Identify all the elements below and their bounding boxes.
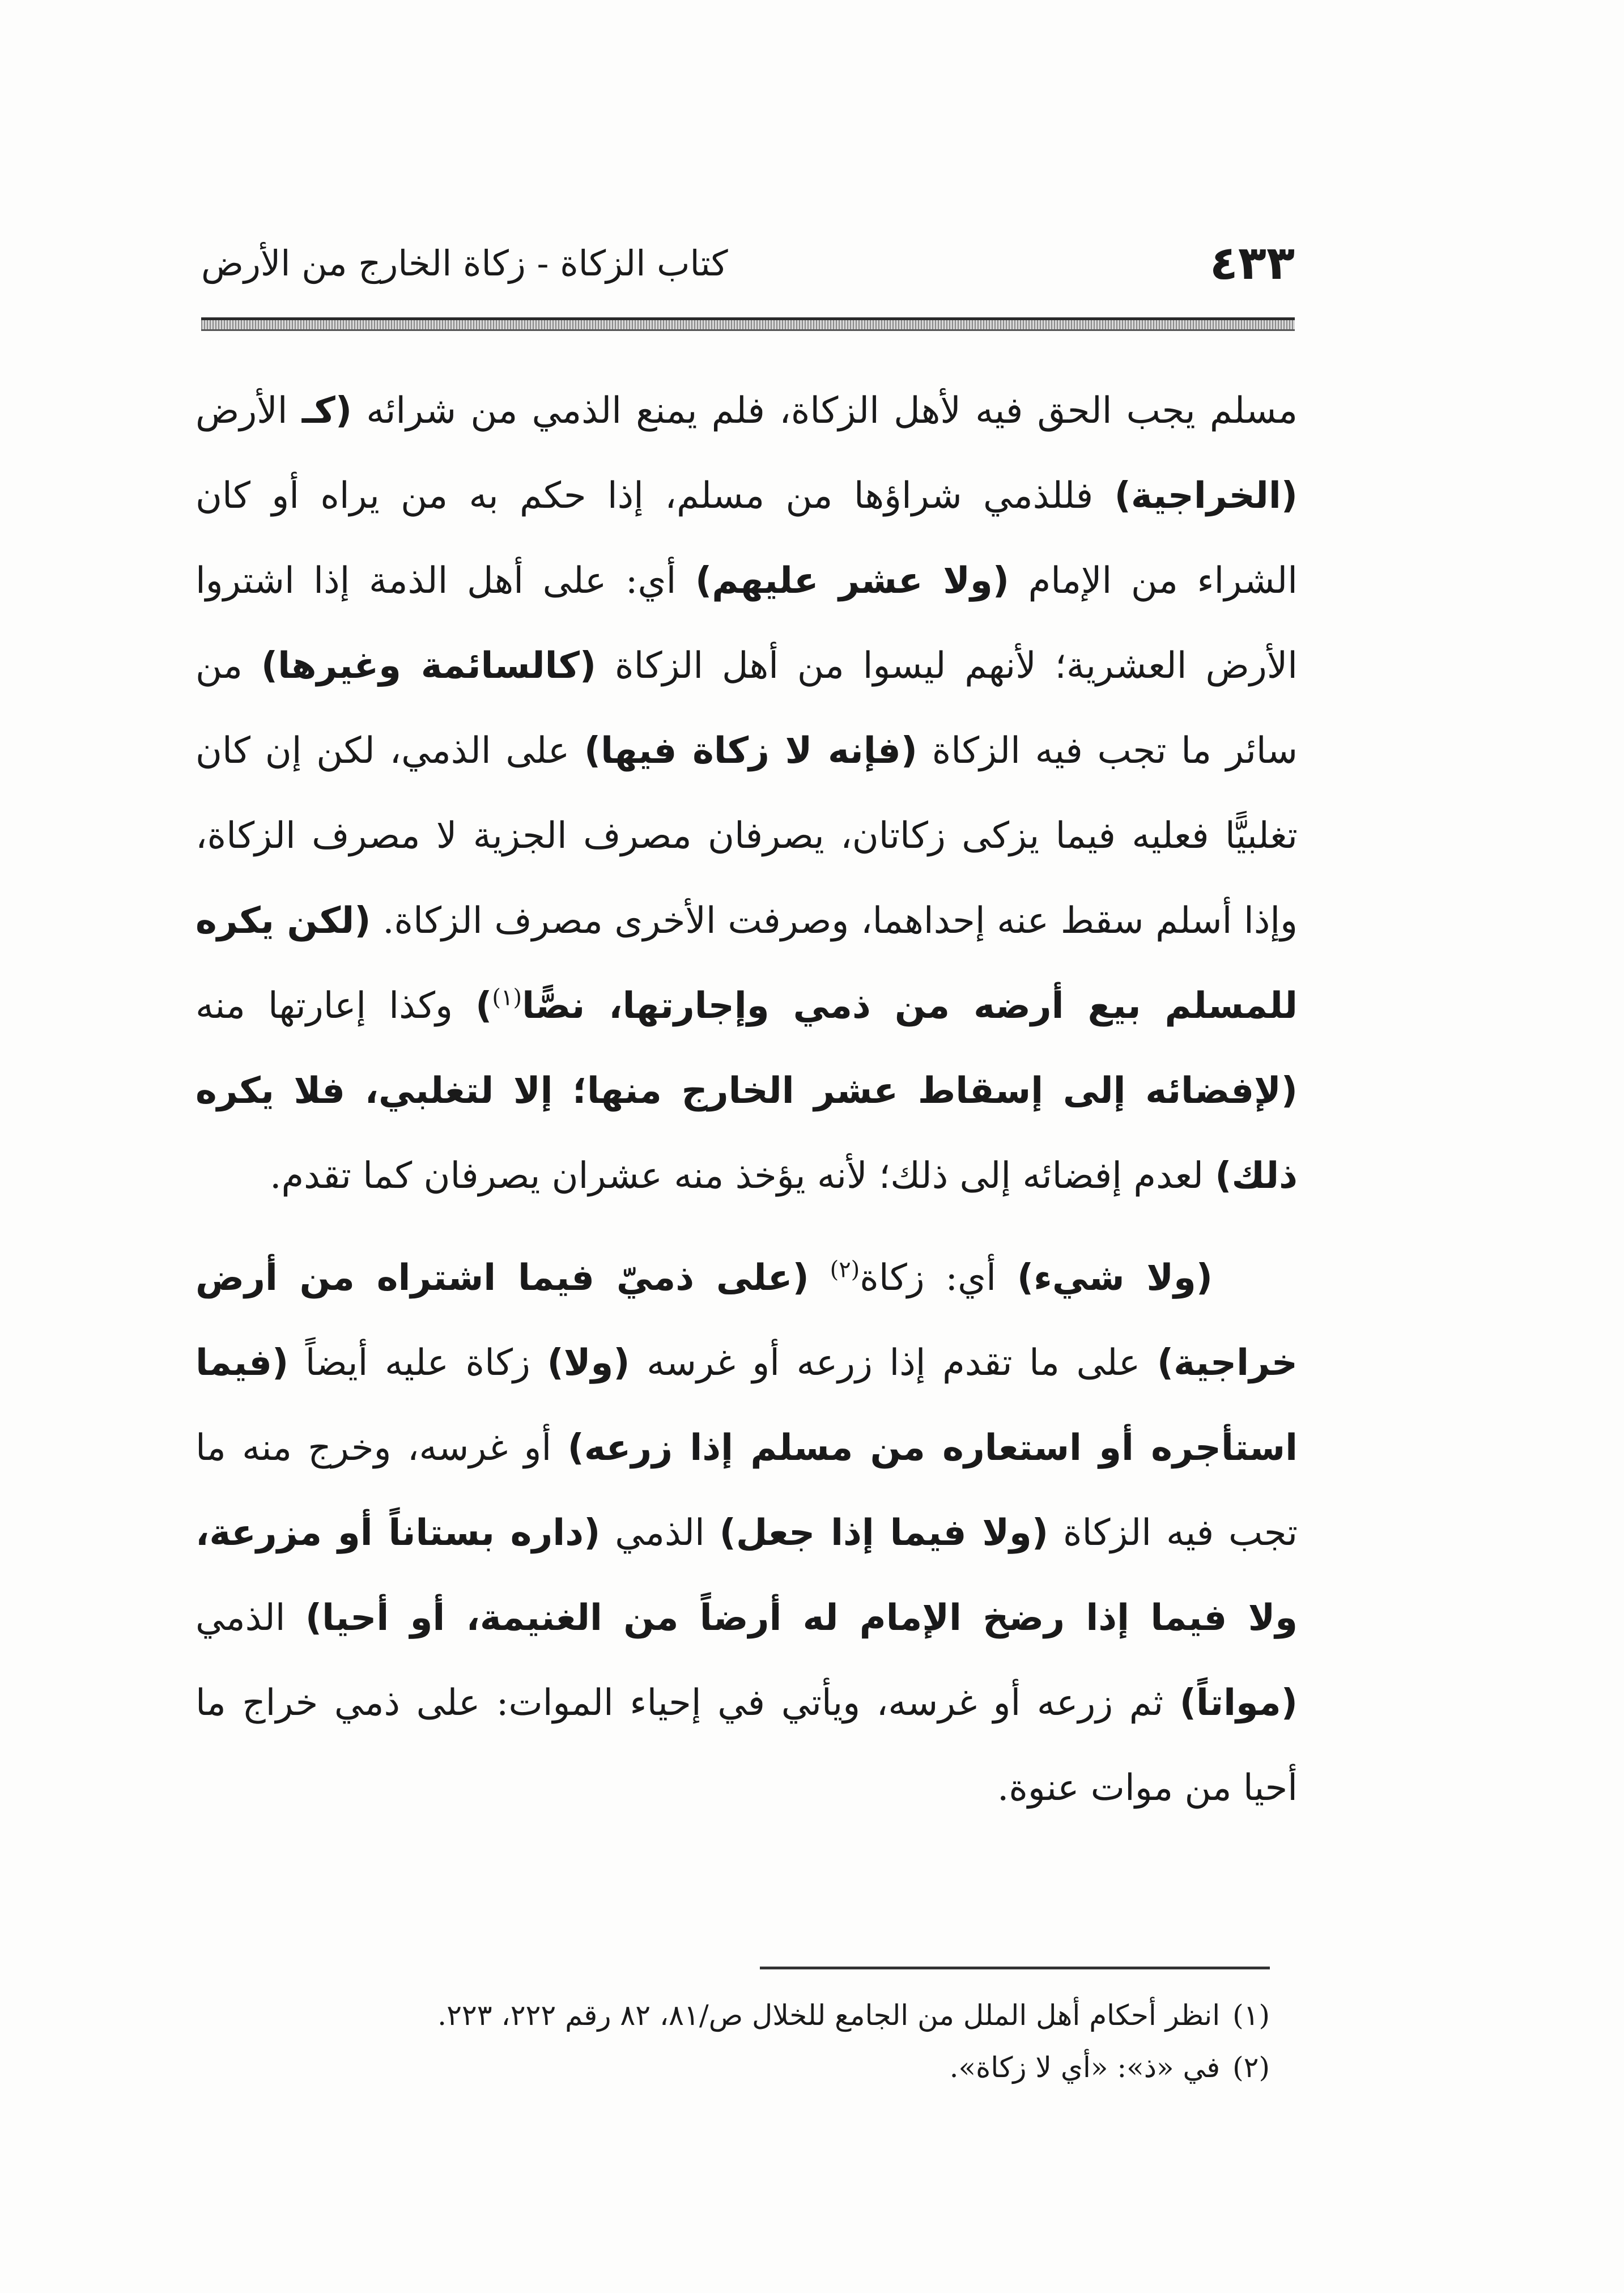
bold-span: (فيما استأجره أو استعاره من مسلم إذا زرعه)	[195, 1342, 1298, 1469]
bold-span: (ولا فيما إذا جعل)	[719, 1512, 1049, 1554]
bold-span: (مواتاً)	[1179, 1682, 1298, 1724]
paragraph-2	[195, 1235, 1298, 1831]
bold-span: (فإنه لا زكاة فيها)	[584, 730, 918, 772]
bold-span: (لكن يكره للمسلم بيع أرضه من ذمي وإجارتها، نصًّا	[195, 900, 1298, 1027]
text-span: ثم زرعه أو غرسه، ويأتي في إحياء الموات: على ذمي خراج ما أحيا من موات عنوة.	[195, 1682, 1298, 1809]
bold-span: (لإفضائه إلى إسقاط عشر الخارج منها؛ إلا لتغلبي، فلا يكره ذلك)	[195, 1070, 1298, 1197]
footnote-2	[187, 2041, 1270, 2094]
text-span: الذمي	[195, 1597, 305, 1639]
text-span: مسلم يجب الحق فيه لأهل الزكاة، فلم يمنع الذمي من شرائه	[352, 390, 1298, 432]
text-span	[809, 1257, 830, 1299]
text-span: أي: زكاة	[860, 1257, 1017, 1299]
text-span: أو غرسه، وخرج منه ما تجب فيه الزكاة	[195, 1427, 1298, 1554]
text-span: وكذا إعارتها منه	[195, 985, 476, 1027]
bold-span: (ولا عشر عليهم)	[695, 560, 1009, 602]
text-span: أي: على أهل الذمة إذا اشتروا الأرض العشرية؛ لأنهم ليسوا من أهل الزكاة	[195, 560, 1298, 687]
page-header	[201, 227, 1295, 300]
footnote-divider	[760, 1967, 1270, 1969]
text-span: فللذمي شراؤها من مسلم، إذا حكم به من يراه أو كان الشراء من الإمام	[195, 475, 1298, 602]
bold-span: (على ذميّ فيما اشتراه من أرض خراجية)	[195, 1257, 1298, 1384]
footnote-1	[187, 1989, 1270, 2041]
paragraph-1	[195, 368, 1298, 1218]
text-span: لعدم إفضائه إلى ذلك؛ لأنه يؤخذ منه عشران يصرفان كما تقدم.	[270, 1155, 1215, 1197]
bold-span: (ولا شيء)	[1017, 1257, 1213, 1299]
footnote-number: (٢)	[1232, 2051, 1270, 2084]
text-span: على الذمي، لكن إن كان تغلبيًّا فعليه فيما يزكى زكاتان، يصرفان مصرف الجزية لا مصرف الزكاة، وإذا أسلم سقط عنه إحداهما، وصرفت الأخرى مصرف الزكاة.	[195, 730, 1298, 942]
header-divider	[201, 317, 1295, 331]
text-span: الذمي	[600, 1512, 720, 1554]
footnotes	[187, 1989, 1270, 2094]
bold-span: (الخراجية)	[1114, 475, 1298, 517]
running-title: كتاب الزكاة - زكاة الخارج من الأرض	[201, 243, 728, 284]
footnote-text: انظر أحكام أهل الملل من الجامع للخلال ص/٨١، ٨٢ رقم ٢٢٢، ٢٢٣.	[437, 1999, 1221, 2032]
footnote-ref-1: (١)	[492, 984, 522, 1011]
text-span: على ما تقدم إذا زرعه أو غرسه	[630, 1342, 1157, 1384]
footnote-number: (١)	[1232, 1999, 1270, 2032]
bold-span: (ولا)	[547, 1342, 630, 1384]
footnote-text: في «ذ»: «أي لا زكاة».	[949, 2051, 1221, 2084]
text-span: زكاة عليه أيضاً	[288, 1342, 547, 1384]
text-span: الأرض	[195, 390, 302, 432]
text-span: من سائر ما تجب فيه الزكاة	[195, 645, 1298, 772]
body-text	[195, 368, 1298, 1831]
bold-span: (كـ	[301, 390, 352, 432]
footnote-ref-2: (٢)	[830, 1256, 860, 1283]
bold-span: (داره بستاناً أو مزرعة، ولا فيما إذا رضخ الإمام له أرضاً من الغنيمة، أو أحيا)	[195, 1512, 1298, 1639]
bold-span: (كالسائمة وغيرها)	[261, 645, 597, 687]
page-number: ٤٣٣	[1209, 236, 1295, 290]
bold-span: )	[475, 985, 492, 1027]
